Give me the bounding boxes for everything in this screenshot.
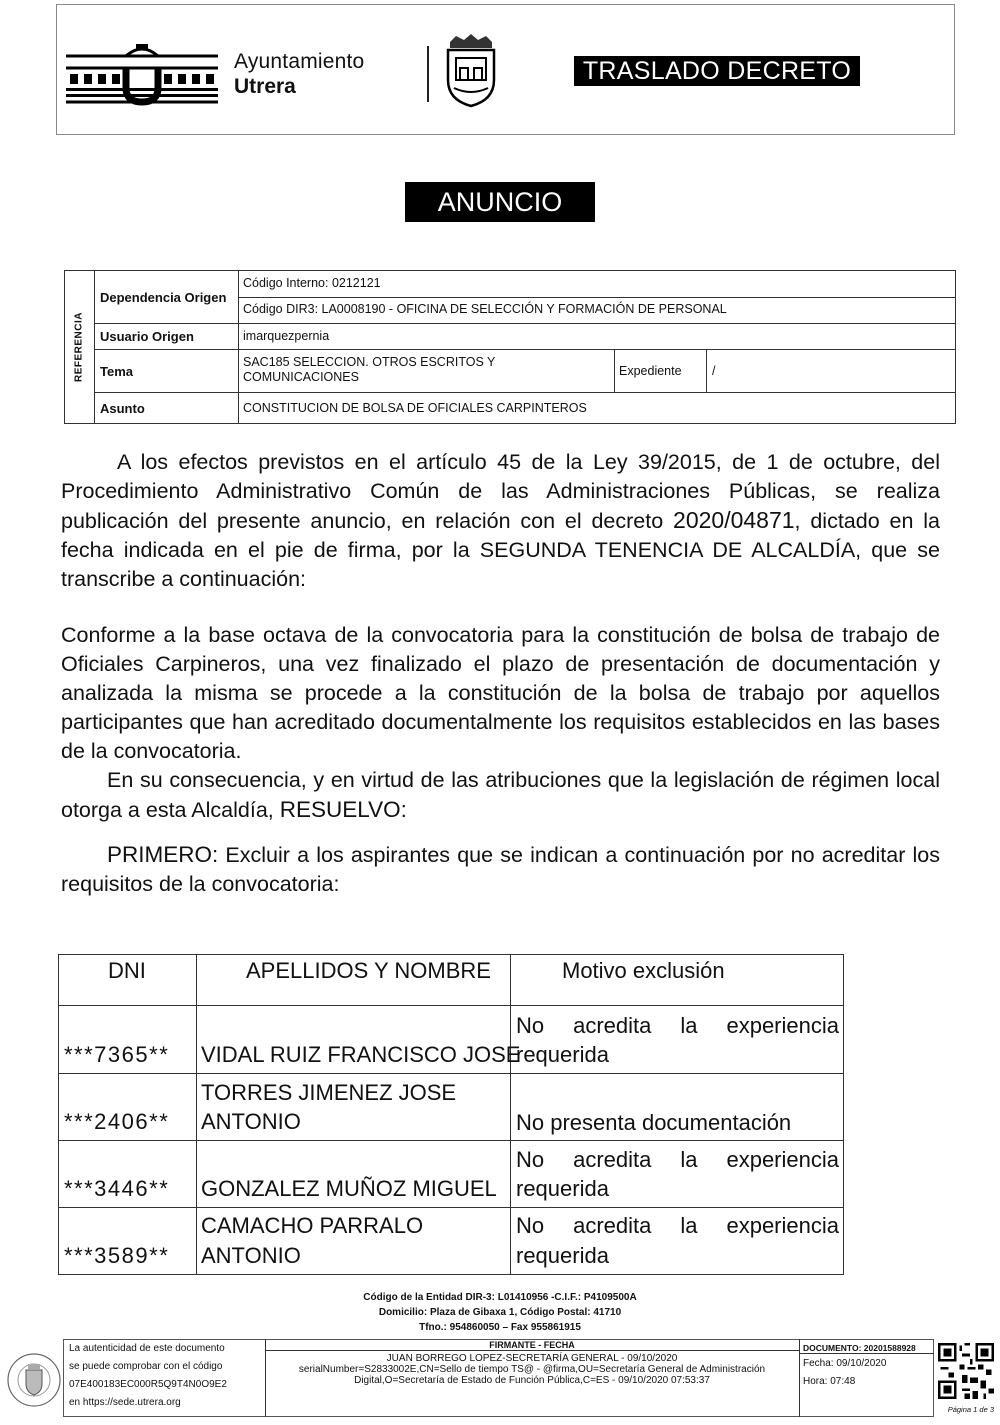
document-type-banner: [574, 56, 860, 86]
table-row-dni: ***3446**: [64, 1176, 170, 1201]
ref-usuario-value: imarquezpernia: [243, 329, 330, 343]
document-type-label: TRASLADO DECRETO: [582, 57, 852, 85]
first-label: PRIMERO:: [107, 842, 219, 867]
ex-row-divider: [58, 1207, 844, 1208]
ex-row-divider: [58, 1005, 844, 1006]
ref-codigo-dir3: Código DIR3: LA0008190 - OFICINA DE SELECCIÓN Y FORMACIÓN DE PERSONAL: [243, 302, 727, 316]
ref-row-divider: [95, 349, 956, 350]
ref-row-divider: [238, 297, 956, 298]
signer-line-2: serialNumber=S2833002E,CN=Sello de tiempo TS@ - @firma,OU=Secretaría General de Administración: [298, 1364, 766, 1375]
footer-phone: Tfno.: 954860050 – Fax 955861915: [419, 1322, 581, 1333]
paragraph-basis: Conforme a la base octava de la convocatoria para la constitución de bolsa de trabajo de Oficiales Carpineros, una vez finalizado el plazo de presentación de documentación y analizada la misma se procede a la constitución de la bolsa de trabajo por aquellos participantes que han acreditado documentalmente los requisitos establecidos en las bases de la convocatoria.: [61, 623, 940, 763]
table-row-reason-cont: requerida: [516, 1176, 609, 1201]
org-name-line1: Ayuntamiento: [234, 50, 365, 73]
ref-codigo-interno: Código Interno: 0212121: [243, 276, 381, 290]
auth-text-2: se puede comprobar con el código: [69, 1361, 223, 1372]
table-row-name: CAMACHO PARRALO: [201, 1213, 424, 1238]
ref-col-divider: [706, 349, 707, 392]
digital-signature-seal-icon: [6, 1342, 62, 1418]
ex-col-divider: [510, 954, 511, 1275]
announcement-banner: ANUNCIO: [405, 182, 595, 222]
table-row-name: VIDAL RUIZ FRANCISCO JOSE: [201, 1042, 521, 1067]
auth-text-1: La autenticidad de este documento: [69, 1343, 225, 1354]
table-row-name: TORRES JIMENEZ JOSE: [201, 1080, 457, 1105]
auth-url-link[interactable]: en https://sede.utrera.org: [69, 1397, 181, 1408]
table-row-reason: No presenta documentación: [516, 1110, 792, 1135]
table-row-reason-cont: requerida: [516, 1042, 609, 1067]
ex-header-name: APELLIDOS Y NOMBRE: [246, 958, 491, 983]
resolve-label: RESUELVO:: [279, 797, 407, 822]
signer-line-1: JUAN BORREGO LOPEZ-SECRETARÍA GENERAL - 09/10/2020: [386, 1353, 678, 1364]
table-row-name-cont: ANTONIO: [201, 1109, 301, 1134]
footer-address: Domicilio: Plaza de Gibaxa 1, Código Postal: 41710: [378, 1307, 622, 1318]
table-row-name: GONZALEZ MUÑOZ MIGUEL: [201, 1176, 497, 1201]
table-row-name-cont: ANTONIO: [201, 1243, 301, 1268]
doc-time: Hora: 07:48: [803, 1376, 856, 1387]
ref-label-tema: Tema: [100, 364, 133, 379]
header-divider: [427, 46, 429, 102]
footer-col-divider: [799, 1339, 800, 1417]
ref-col-divider: [238, 270, 239, 424]
paragraph-intro: A los efectos previstos en el artículo 45 de la Ley 39/2015, de 1 de octubre, del Procedimiento Administrativo Común de las Administraciones Públicas, se realiza publicación del presente anuncio, en relación con el decreto 2020/04871, dictado en la fecha indicada en el pie de firma, por la SEGUNDA TENENCIA DE ALCALDÍA, que se transcribe a continuación:: [61, 450, 940, 591]
reference-vertical-label: REFERENCIA: [64, 270, 95, 424]
footer-row-divider: [265, 1350, 799, 1351]
doc-date: Fecha: 09/10/2020: [803, 1358, 887, 1369]
table-row-dni: ***2406**: [64, 1109, 170, 1134]
table-row-dni: ***3589**: [64, 1243, 170, 1268]
town-hall-logo-icon: [62, 42, 222, 106]
ref-row-divider: [95, 323, 956, 324]
org-name-line2: Utrera: [234, 75, 296, 98]
ref-label-usuario: Usuario Origen: [100, 329, 194, 344]
ex-header-dni: DNI: [108, 958, 146, 983]
coat-of-arms-icon: [440, 34, 502, 108]
signer-line-3: Digital,O=Secretaría de Estado de Función Pública,C=ES - 09/10/2020 07:53:37: [354, 1375, 710, 1386]
ref-tema-value: SAC185 SELECCION. OTROS ESCRITOS Y COMUNICACIONES: [243, 355, 496, 384]
table-row-dni: ***7365**: [64, 1042, 170, 1067]
table-row-reason: No acredita la experiencia: [516, 1213, 839, 1238]
table-row-reason: No acredita la experiencia: [516, 1013, 839, 1038]
paragraph-first: PRIMERO: Excluir a los aspirantes que se indican a continuación por no acreditar los requisitos de la convocatoria:: [61, 842, 940, 896]
ref-col-divider: [614, 349, 615, 392]
qr-code-icon[interactable]: [938, 1343, 994, 1399]
signer-title: FIRMANTE - FECHA: [489, 1340, 575, 1350]
ref-expediente-value: /: [712, 364, 716, 378]
ex-header-reason: Motivo exclusión: [562, 958, 725, 983]
ex-col-divider: [196, 954, 197, 1275]
table-row-reason-cont: requerida: [516, 1243, 609, 1268]
page-indicator: Página 1 de 3: [947, 1405, 994, 1414]
auth-code: 07E400183EC000R5Q9T4N0O9E2: [69, 1379, 227, 1390]
table-row-reason: No acredita la experiencia: [516, 1147, 839, 1172]
ref-label-expediente: Expediente: [619, 364, 682, 378]
ex-row-divider: [58, 1073, 844, 1074]
ref-row-divider: [95, 392, 956, 393]
footer-entity-code: Código de la Entidad DIR-3: L01410956 -C.I.F.: P4109500A: [363, 1292, 637, 1303]
ref-asunto-value: CONSTITUCION DE BOLSA DE OFICIALES CARPINTEROS: [243, 401, 587, 415]
ex-row-divider: [58, 1140, 844, 1141]
paragraph-consequence: En su consecuencia, y en virtud de las atribuciones que la legislación de régimen local otorga a esta Alcaldía, RESUELVO:: [61, 768, 940, 822]
ref-label-dependencia: Dependencia Origen: [100, 290, 227, 305]
doc-number: DOCUMENTO: 20201588928: [803, 1343, 916, 1353]
decree-number: 2020/04871: [673, 507, 795, 533]
ref-label-asunto: Asunto: [100, 401, 145, 416]
